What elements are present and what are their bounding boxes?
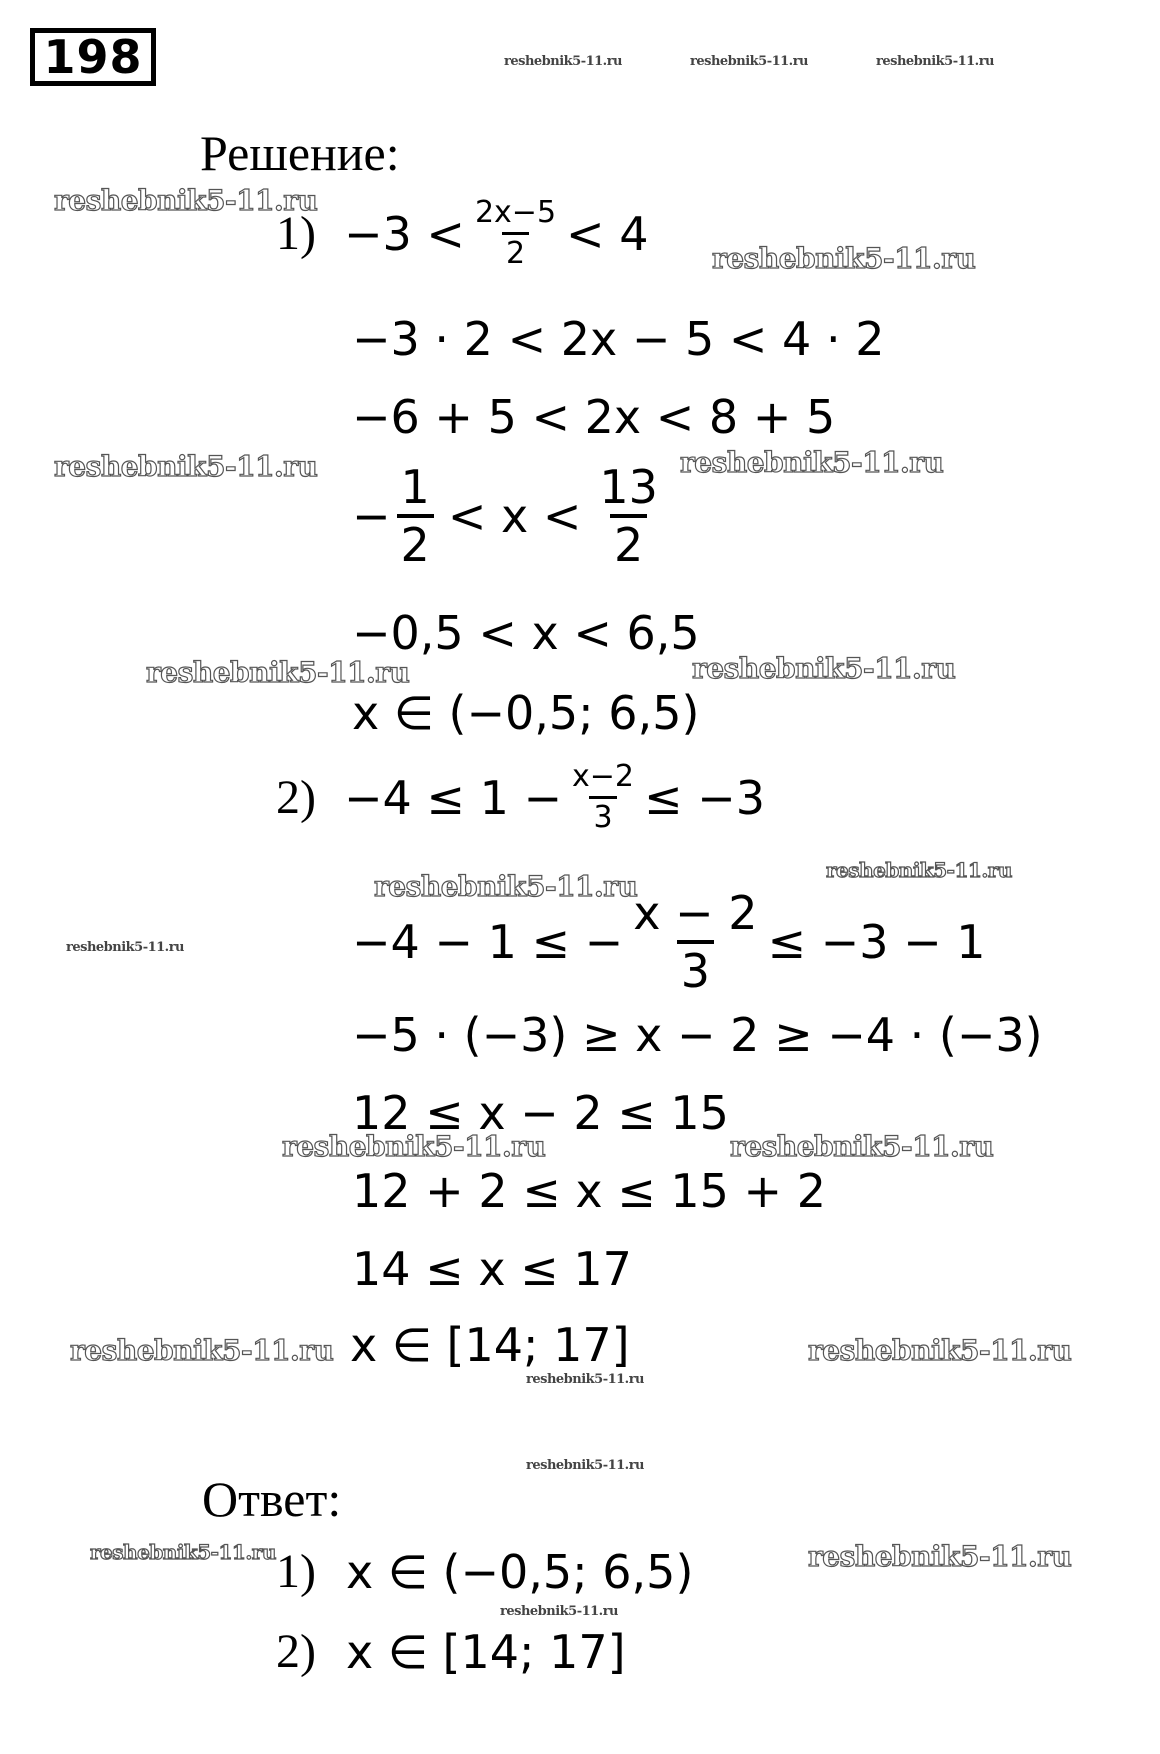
solution-heading: Решение: (200, 125, 400, 181)
part1-step6: x ∈ (−0,5; 6,5) (352, 686, 700, 740)
watermark: reshebnik5-11.ru (504, 54, 623, 69)
watermark: reshebnik5-11.ru (282, 1130, 546, 1163)
answer-2-value: x ∈ [14; 17] (345, 1625, 626, 1679)
fraction-numerator: x − 2 (633, 886, 758, 940)
answer-2 (276, 1625, 626, 1679)
watermark: reshebnik5-11.ru (808, 1334, 1072, 1367)
part1-step4 (352, 460, 668, 572)
part1-step1-left: −3 < (343, 206, 465, 261)
part2-step5: 12 + 2 ≤ x ≤ 15 + 2 (352, 1164, 826, 1218)
watermark: reshebnik5-11.ru (374, 870, 638, 903)
watermark: reshebnik5-11.ru (70, 1334, 334, 1367)
watermark: reshebnik5-11.ru (876, 54, 995, 69)
part1-step5: −0,5 < x < 6,5 (352, 606, 700, 660)
part2-step4: 12 ≤ x − 2 ≤ 15 (352, 1086, 729, 1140)
part1-step1-numerator: 2x−5 (474, 195, 557, 230)
watermark: reshebnik5-11.ru (66, 940, 185, 955)
watermark: reshebnik5-11.ru (826, 858, 1012, 882)
part1-step4-middle: < x < (447, 489, 582, 543)
part1-step4-fraction-left (397, 460, 434, 572)
problem-number: 198 (30, 28, 156, 86)
watermark: reshebnik5-11.ru (90, 1540, 276, 1564)
part1-step1 (276, 195, 649, 271)
answer-1-value: x ∈ (−0,5; 6,5) (345, 1545, 694, 1599)
fraction-numerator: 13 (599, 460, 658, 514)
part2-step1-left: −4 ≤ 1 − (343, 770, 563, 825)
part2-step6: 14 ≤ x ≤ 17 (352, 1242, 632, 1296)
fraction-denominator: 3 (677, 940, 714, 994)
fraction-denominator: 3 (589, 796, 616, 833)
fraction-numerator: 1 (400, 460, 430, 514)
part1-step1-denominator: 2 (502, 232, 529, 269)
answer-1-label: 1) (276, 1545, 316, 1598)
part1-step1-fraction (471, 195, 560, 271)
watermark: reshebnik5-11.ru (54, 184, 318, 217)
watermark: reshebnik5-11.ru (680, 446, 944, 479)
watermark: reshebnik5-11.ru (808, 1540, 1072, 1573)
part1-step4-fraction-right (595, 460, 662, 572)
watermark: reshebnik5-11.ru (526, 1372, 645, 1387)
part1-step1-right: < 4 (566, 206, 649, 261)
answer-1 (276, 1545, 694, 1599)
watermark: reshebnik5-11.ru (146, 656, 410, 689)
part2-step1-right: ≤ −3 (644, 770, 765, 825)
watermark: reshebnik5-11.ru (730, 1130, 994, 1163)
watermark: reshebnik5-11.ru (500, 1604, 619, 1619)
answer-2-label: 2) (276, 1625, 316, 1678)
answer-heading: Ответ: (202, 1471, 342, 1527)
part1-label: 1) (276, 206, 316, 260)
part1-step2: −3 · 2 < 2x − 5 < 4 · 2 (352, 312, 885, 366)
fraction-numerator: x−2 (572, 759, 634, 794)
part2-step7: x ∈ [14; 17] (350, 1318, 630, 1372)
part2-step2-fraction (629, 886, 761, 998)
part2-step1-fraction (568, 759, 638, 835)
part1-step4-minus: − (352, 489, 391, 543)
part1-step3: −6 + 5 < 2x < 8 + 5 (352, 390, 836, 444)
watermark: reshebnik5-11.ru (690, 54, 809, 69)
watermark: reshebnik5-11.ru (526, 1458, 645, 1473)
part2-step2-left: −4 − 1 ≤ − (352, 915, 624, 969)
fraction-denominator: 2 (610, 514, 647, 568)
watermark: reshebnik5-11.ru (54, 450, 318, 483)
part2-step2-right: ≤ −3 − 1 (767, 915, 986, 969)
part2-step1 (276, 759, 765, 835)
fraction-denominator: 2 (397, 514, 434, 568)
watermark: reshebnik5-11.ru (712, 242, 976, 275)
part2-step3: −5 · (−3) ≥ x − 2 ≥ −4 · (−3) (352, 1008, 1043, 1062)
watermark: reshebnik5-11.ru (692, 652, 956, 685)
part2-label: 2) (276, 770, 316, 824)
